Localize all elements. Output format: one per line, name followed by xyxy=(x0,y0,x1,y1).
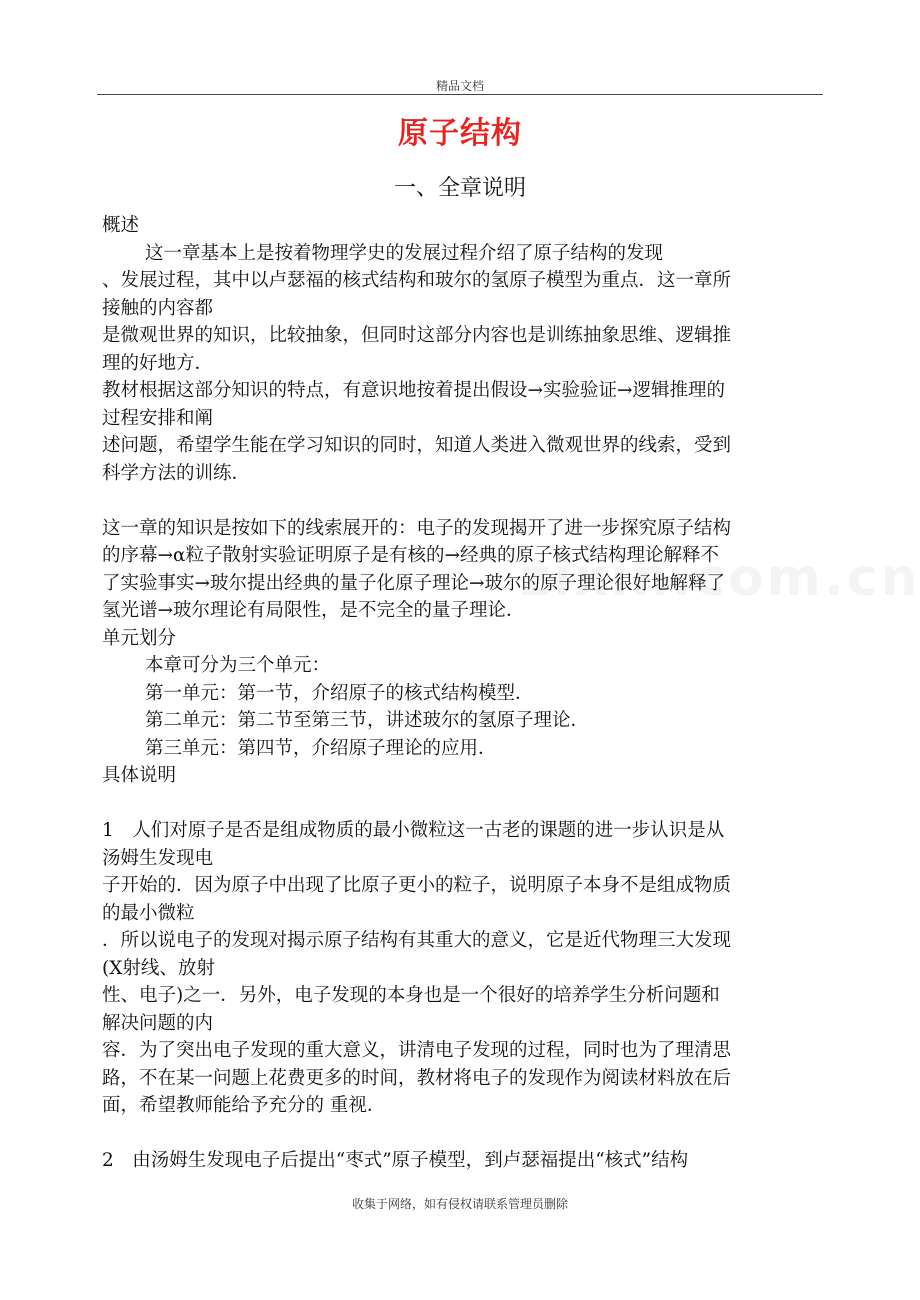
text-line: 过程安排和阐 xyxy=(102,407,214,429)
subheading-overview: 概述 xyxy=(102,215,140,236)
section-heading: 一、全章说明 xyxy=(393,176,526,201)
blank-line xyxy=(102,487,824,515)
subheading-units: 单元划分 xyxy=(102,627,177,649)
unit-item: 第三单元：第四节，介绍原子理论的应用． xyxy=(145,737,497,759)
text-line: 教材根据这部分知识的特点，有意识地按着提出假设→实验验证→逻辑推理的 xyxy=(102,380,726,401)
subheading-details: 具体说明 xyxy=(102,765,177,786)
text-line: 解决问题的内 xyxy=(102,1012,214,1034)
page-title: 原子结构 xyxy=(398,116,522,151)
text-line: 2 由汤姆生发现电子后提出“枣式”原子模型，到卢瑟福提出“核式”结构 xyxy=(102,1150,689,1171)
document-body xyxy=(102,212,824,1175)
text-line: 本章可分为三个单元： xyxy=(145,655,331,676)
text-line: 的序幕→α粒子散射实验证明原子是有核的→经典的原子核式结构理论解释不 xyxy=(102,545,719,566)
header-divider xyxy=(97,94,823,95)
text-line: ．所以说电子的发现对揭示原子结构有其重大的意义，它是近代物理三大发现 xyxy=(102,930,732,951)
blank-line xyxy=(102,1120,824,1148)
text-line: 1 人们对原子是否是组成物质的最小微粒这一古老的课题的进一步认识是从 xyxy=(102,820,725,841)
text-line: 接触的内容都 xyxy=(102,297,214,319)
text-line: 科学方法的训练． xyxy=(102,462,251,484)
blank-line xyxy=(102,790,824,818)
text-line: 了实验事实→玻尔提出经典的量子化原子理论→玻尔的原子理论很好地解释了 xyxy=(102,572,726,594)
text-line: (X射线、放射 xyxy=(102,957,215,979)
text-line: 这一章基本上是按着物理学史的发展过程介绍了原子结构的发现 xyxy=(145,242,664,264)
text-line: 、发展过程，其中以卢瑟福的核式结构和玻尔的氢原子模型为重点．这一章所 xyxy=(102,270,732,291)
text-line: 的最小微粒 xyxy=(102,902,195,924)
text-line: 容．为了突出电子发现的重大意义，讲清电子发现的过程，同时也为了理清思 xyxy=(102,1040,732,1061)
text-line: 这一章的知识是按如下的线索展开的：电子的发现揭开了进一步探究原子结构 xyxy=(102,517,732,539)
footer-notice: 收集于网络，如有侵权请联系管理员删除 xyxy=(351,1197,568,1211)
text-line: 路，不在某一问题上花费更多的时间，教材将电子的发现作为阅读材料放在后 xyxy=(102,1067,732,1089)
unit-item: 第一单元：第一节，介绍原子的核式结构模型． xyxy=(145,682,534,704)
text-line: 氢光谱→玻尔理论有局限性，是不完全的量子理论． xyxy=(102,600,525,621)
text-line: 是微观世界的知识，比较抽象，但同时这部分内容也是训练抽象思维、逻辑推 xyxy=(102,325,732,346)
unit-item: 第二单元：第二节至第三节，讲述玻尔的氢原子理论． xyxy=(145,710,590,731)
header-label: 精品文档 xyxy=(435,79,484,93)
text-line: 汤姆生发现电 xyxy=(102,847,214,869)
text-line: 性、电子)之一．另外，电子发现的本身也是一个很好的培养学生分析问题和 xyxy=(102,985,720,1006)
text-line: 面，希望教师能给予充分的 重视． xyxy=(102,1095,386,1116)
text-line: 理的好地方． xyxy=(102,352,214,374)
text-line: 子开始的．因为原子中出现了比原子更小的粒子，说明原子本身不是组成物质 xyxy=(102,875,732,896)
text-line: 述问题，希望学生能在学习知识的同时，知道人类进入微观世界的线索，受到 xyxy=(102,435,732,456)
